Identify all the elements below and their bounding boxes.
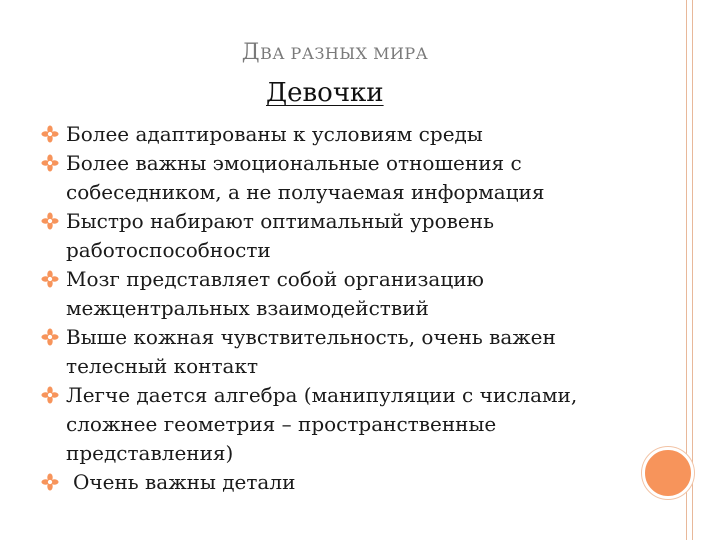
decorative-rule [692,0,693,540]
list-item [40,265,640,323]
list-item [40,381,640,468]
list-item [40,468,640,497]
flower-bullet-icon [41,328,59,346]
list-item-text: Быстро набирают оптимальный уровень работоспособности [66,209,494,262]
list-item-text: Легче дается алгебра (манипуляции с числами, сложнее геометрия – пространственные представления) [66,383,578,465]
slide-subtitle: Девочки [266,78,384,108]
slide-title [0,40,670,65]
title-rest: ВА РАЗНЫХ МИРА [260,44,429,63]
list-item-text: Мозг представляет собой организацию межцентральных взаимодействий [66,267,484,320]
list-item-text: Очень важны детали [73,470,296,494]
title-cap: Д [241,40,261,65]
list-item [40,120,640,149]
list-item-text: Выше кожная чувствительность, очень важен телесный контакт [66,325,556,378]
decorative-circle [642,447,694,499]
flower-bullet-icon [41,125,59,143]
list-item-text: Более адаптированы к условиям среды [66,122,483,146]
flower-bullet-icon [41,154,59,172]
list-item-text: Более важны эмоциональные отношения с собеседником, а не получаемая информация [66,151,545,204]
flower-bullet-icon [41,270,59,288]
flower-bullet-icon [41,386,59,404]
list-item [40,207,640,265]
list-item [40,323,640,381]
flower-bullet-icon [41,212,59,230]
flower-bullet-icon [41,473,59,491]
list-item [40,149,640,207]
bullet-list [40,120,640,497]
